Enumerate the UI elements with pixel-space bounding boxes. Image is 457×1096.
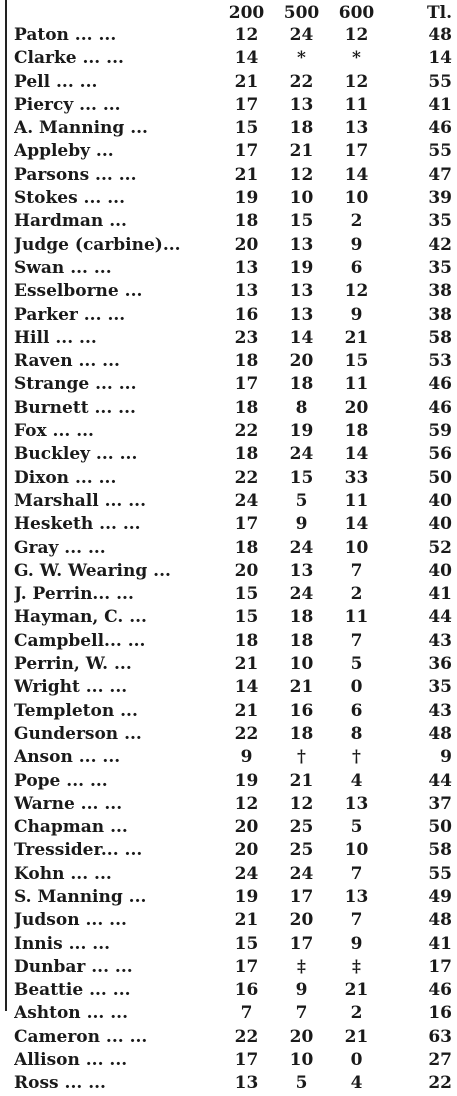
score-500: 5: [295, 490, 308, 511]
score-total: 41: [428, 94, 452, 115]
score-500: 18: [289, 723, 314, 744]
table-row: [14, 863, 454, 886]
score-200: 17: [234, 1050, 259, 1071]
score-600: 4: [350, 1073, 363, 1094]
score-500: 24: [289, 584, 314, 605]
score-500: 21: [289, 677, 314, 698]
table-row: [14, 397, 454, 420]
score-200: 14: [234, 48, 259, 69]
header-name: [14, 2, 219, 24]
score-200: 12: [234, 25, 259, 45]
competitor-name: Wright ... ...: [14, 677, 128, 698]
competitor-name: Marshall ... ...: [14, 490, 146, 511]
table-row: [14, 117, 454, 140]
score-600: 5: [350, 817, 363, 838]
competitor-name: G. W. Wearing ...: [14, 560, 171, 581]
score-500: 12: [289, 164, 314, 185]
score-500: 22: [289, 71, 314, 92]
table-row: [14, 140, 454, 163]
competitor-name: Raven ... ...: [14, 351, 120, 372]
score-total: 9: [440, 747, 452, 768]
score-200: 9: [240, 747, 253, 768]
competitor-name: A. Manning ...: [14, 118, 148, 139]
table-row: [14, 770, 454, 793]
score-200: 15: [234, 584, 259, 605]
score-200: 18: [234, 211, 259, 232]
score-600: 13: [344, 118, 369, 139]
score-600: 11: [344, 490, 369, 511]
table-row: [14, 490, 454, 513]
table-row: [14, 304, 454, 327]
competitor-name: Chapman ...: [14, 817, 128, 838]
score-600: †: [352, 747, 361, 768]
score-total: 58: [428, 327, 452, 348]
score-500: 21: [289, 141, 314, 162]
score-200: 15: [234, 933, 259, 954]
competitor-name: Parker ... ...: [14, 304, 126, 325]
table-row: [14, 560, 454, 583]
score-500: 15: [289, 467, 314, 488]
score-600: 33: [344, 467, 369, 488]
score-600: 21: [344, 327, 369, 348]
competitor-name: Judson ... ...: [14, 910, 127, 931]
score-600: 7: [350, 863, 363, 884]
table-row: [14, 350, 454, 373]
score-200: 13: [234, 1073, 259, 1094]
competitor-name: Piercy ... ...: [14, 94, 121, 115]
header-600: 600: [338, 3, 375, 23]
score-600: 9: [350, 234, 363, 255]
score-total: 46: [428, 397, 452, 418]
table-row: [14, 373, 454, 396]
score-500: 18: [289, 607, 314, 628]
score-600: 2: [350, 584, 363, 605]
table-row: [14, 653, 454, 676]
score-total: 44: [428, 607, 452, 628]
score-200: 24: [234, 863, 259, 884]
score-total: 48: [428, 723, 452, 744]
score-total: 50: [428, 467, 452, 488]
table-row: [14, 746, 454, 769]
table-row: [14, 1026, 454, 1049]
competitor-name: Gray ... ...: [14, 537, 106, 558]
score-total: 59: [428, 421, 452, 442]
table-row: [14, 1049, 454, 1072]
competitor-name: Burnett ... ...: [14, 397, 136, 418]
score-500: 9: [295, 980, 308, 1001]
score-500: 24: [289, 444, 314, 465]
score-total: 43: [428, 630, 452, 651]
table-row: [14, 257, 454, 280]
score-200: 14: [234, 677, 259, 698]
table-row: [14, 443, 454, 466]
competitor-name: Hill ... ...: [14, 327, 97, 348]
score-total: 27: [428, 1050, 452, 1071]
score-200: 16: [234, 980, 259, 1001]
score-500: 8: [295, 397, 308, 418]
table-row: [14, 1002, 454, 1025]
score-total: 48: [428, 910, 452, 931]
table-row: [14, 94, 454, 117]
score-200: 13: [234, 257, 259, 278]
score-total: 53: [428, 351, 452, 372]
score-200: 17: [234, 956, 259, 977]
score-600: 13: [344, 793, 369, 814]
score-500: 19: [289, 421, 314, 442]
score-600: 21: [344, 980, 369, 1001]
score-500: *: [297, 48, 306, 69]
score-200: 17: [234, 141, 259, 162]
score-500: 18: [289, 118, 314, 139]
score-200: 17: [234, 374, 259, 395]
score-600: 21: [344, 1026, 369, 1047]
score-total: 41: [428, 584, 452, 605]
scores-table-header: [14, 2, 454, 24]
score-600: 2: [350, 211, 363, 232]
competitor-name: Templeton ...: [14, 700, 138, 721]
score-600: 7: [350, 910, 363, 931]
table-row: [14, 187, 454, 210]
table-row: [14, 979, 454, 1002]
table-row: [14, 537, 454, 560]
table-row: [14, 933, 454, 956]
score-600: 15: [344, 351, 369, 372]
competitor-name: Hesketh ... ...: [14, 514, 141, 535]
score-600: 14: [344, 444, 369, 465]
score-total: 52: [428, 537, 452, 558]
score-200: 17: [234, 514, 259, 535]
score-500: 15: [289, 211, 314, 232]
competitor-name: Parsons ... ...: [14, 164, 137, 185]
table-row: [14, 24, 454, 47]
score-total: 17: [428, 956, 452, 977]
header-500: 500: [283, 3, 320, 23]
score-600: 6: [350, 700, 363, 721]
competitor-name: Ashton ... ...: [14, 1003, 129, 1024]
score-600: 2: [350, 1003, 363, 1024]
score-200: 19: [234, 188, 259, 209]
table-row: [14, 700, 454, 723]
score-600: 8: [350, 723, 363, 744]
score-500: 13: [289, 560, 314, 581]
score-200: 23: [234, 327, 259, 348]
score-600: 9: [350, 933, 363, 954]
table-row: [14, 909, 454, 932]
score-600: 0: [350, 1050, 363, 1071]
score-total: 55: [428, 71, 452, 92]
score-500: 10: [289, 188, 314, 209]
score-200: 21: [234, 700, 259, 721]
score-total: 46: [428, 118, 452, 139]
table-row: [14, 793, 454, 816]
table-row: [14, 886, 454, 909]
score-total: 63: [428, 1026, 452, 1047]
score-500: 17: [289, 886, 314, 907]
score-600: 13: [344, 886, 369, 907]
score-total: 40: [428, 490, 452, 511]
score-500: 16: [289, 700, 314, 721]
competitor-name: Fox ... ...: [14, 421, 94, 442]
score-200: 19: [234, 886, 259, 907]
score-500: 19: [289, 257, 314, 278]
score-total: 40: [428, 514, 452, 535]
score-600: 12: [344, 281, 369, 302]
score-600: 10: [344, 840, 369, 861]
score-200: 20: [234, 840, 259, 861]
score-600: 11: [344, 607, 369, 628]
score-600: 18: [344, 421, 369, 442]
table-row: [14, 723, 454, 746]
score-200: 21: [234, 164, 259, 185]
score-600: 7: [350, 630, 363, 651]
score-200: 22: [234, 1026, 259, 1047]
score-total: 47: [428, 164, 452, 185]
score-200: 22: [234, 421, 259, 442]
score-600: 14: [344, 164, 369, 185]
competitor-name: Pope ... ...: [14, 770, 108, 791]
score-200: 16: [234, 304, 259, 325]
competitor-name: Allison ... ...: [14, 1050, 128, 1071]
competitor-name: Swan ... ...: [14, 257, 112, 278]
competitor-name: Ross ... ...: [14, 1073, 106, 1094]
scores-table: [14, 2, 454, 1096]
score-total: 46: [428, 374, 452, 395]
table-row: [14, 583, 454, 606]
table-row: [14, 47, 454, 70]
score-500: 13: [289, 281, 314, 302]
score-500: 10: [289, 654, 314, 675]
score-total: 43: [428, 700, 452, 721]
score-total: 55: [428, 141, 452, 162]
competitor-name: Cameron ... ...: [14, 1026, 148, 1047]
score-500: 5: [295, 1073, 308, 1094]
score-200: 21: [234, 71, 259, 92]
score-500: 7: [295, 1003, 308, 1024]
competitor-name: Esselborne ...: [14, 281, 143, 302]
score-200: 21: [234, 910, 259, 931]
score-200: 18: [234, 444, 259, 465]
score-500: †: [297, 747, 306, 768]
score-200: 20: [234, 817, 259, 838]
score-total: 38: [428, 304, 452, 325]
table-row: [14, 676, 454, 699]
competitor-name: Beattie ... ...: [14, 980, 131, 1001]
table-row: [14, 1072, 454, 1095]
score-total: 58: [428, 840, 452, 861]
score-200: 18: [234, 351, 259, 372]
score-200: 12: [234, 793, 259, 814]
score-600: 10: [344, 188, 369, 209]
competitor-name: Campbell... ...: [14, 630, 146, 651]
score-500: 9: [295, 514, 308, 535]
score-total: 14: [428, 48, 452, 69]
score-total: 56: [428, 444, 452, 465]
competitor-name: Innis ... ...: [14, 933, 111, 954]
header-200: 200: [228, 3, 265, 23]
score-total: 41: [428, 933, 452, 954]
score-total: 42: [428, 234, 452, 255]
left-margin-rule: [5, 0, 7, 1011]
score-total: 48: [428, 25, 452, 45]
score-200: 18: [234, 630, 259, 651]
competitor-name: Strange ... ...: [14, 374, 137, 395]
score-500: 25: [289, 840, 314, 861]
score-200: 15: [234, 607, 259, 628]
score-600: 11: [344, 374, 369, 395]
score-total: 22: [428, 1073, 452, 1094]
score-500: 24: [289, 863, 314, 884]
header-total: Tl.: [426, 3, 452, 23]
competitor-name: Tressider... ...: [14, 840, 143, 861]
score-total: 55: [428, 863, 452, 884]
score-500: 13: [289, 234, 314, 255]
score-600: 10: [344, 537, 369, 558]
score-200: 7: [240, 1003, 253, 1024]
competitor-name: Paton ... ...: [14, 25, 117, 45]
score-600: 14: [344, 514, 369, 535]
table-row: [14, 630, 454, 653]
score-500: 24: [289, 25, 314, 45]
score-total: 49: [428, 886, 452, 907]
score-total: 40: [428, 560, 452, 581]
score-total: 35: [428, 211, 452, 232]
score-200: 22: [234, 467, 259, 488]
score-600: 12: [344, 71, 369, 92]
table-row: [14, 71, 454, 94]
score-200: 18: [234, 397, 259, 418]
competitor-name: Stokes ... ...: [14, 188, 125, 209]
competitor-name: Dunbar ... ...: [14, 956, 133, 977]
competitor-name: Pell ... ...: [14, 71, 98, 92]
score-500: 24: [289, 537, 314, 558]
competitor-name: Judge (carbine)...: [14, 234, 181, 255]
score-200: 15: [234, 118, 259, 139]
competitor-name: Perrin, W. ...: [14, 654, 132, 675]
score-total: 16: [428, 1003, 452, 1024]
table-row: [14, 839, 454, 862]
competitor-name: Clarke ... ...: [14, 48, 124, 69]
table-row: [14, 280, 454, 303]
score-total: 46: [428, 980, 452, 1001]
score-600: 20: [344, 397, 369, 418]
score-500: 20: [289, 351, 314, 372]
score-600: ‡: [352, 956, 361, 977]
score-200: 13: [234, 281, 259, 302]
score-500: 10: [289, 1050, 314, 1071]
score-500: ‡: [297, 956, 306, 977]
score-200: 20: [234, 234, 259, 255]
score-total: 44: [428, 770, 452, 791]
score-500: 18: [289, 374, 314, 395]
score-total: 37: [428, 793, 452, 814]
score-600: 6: [350, 257, 363, 278]
score-600: 7: [350, 560, 363, 581]
table-row: [14, 234, 454, 257]
score-500: 21: [289, 770, 314, 791]
score-200: 18: [234, 537, 259, 558]
score-600: 11: [344, 94, 369, 115]
table-row: [14, 956, 454, 979]
score-500: 20: [289, 910, 314, 931]
competitor-name: Hardman ...: [14, 211, 127, 232]
competitor-name: Anson ... ...: [14, 747, 121, 768]
score-500: 12: [289, 793, 314, 814]
score-500: 14: [289, 327, 314, 348]
score-500: 13: [289, 94, 314, 115]
score-200: 22: [234, 723, 259, 744]
table-row: [14, 210, 454, 233]
score-total: 50: [428, 817, 452, 838]
score-600: 9: [350, 304, 363, 325]
score-total: 36: [428, 654, 452, 675]
score-600: *: [352, 48, 361, 69]
competitor-name: Warne ... ...: [14, 793, 123, 814]
score-500: 17: [289, 933, 314, 954]
score-200: 19: [234, 770, 259, 791]
score-500: 13: [289, 304, 314, 325]
table-row: [14, 327, 454, 350]
score-total: 35: [428, 257, 452, 278]
competitor-name: J. Perrin... ...: [14, 584, 134, 605]
score-200: 20: [234, 560, 259, 581]
score-500: 20: [289, 1026, 314, 1047]
competitor-name: S. Manning ...: [14, 886, 147, 907]
competitor-name: Hayman, C. ...: [14, 607, 147, 628]
competitor-name: Buckley ... ...: [14, 444, 138, 465]
competitor-name: Dixon ... ...: [14, 467, 117, 488]
score-500: 18: [289, 630, 314, 651]
table-row: [14, 467, 454, 490]
header-row: [14, 2, 454, 24]
score-600: 17: [344, 141, 369, 162]
score-200: 24: [234, 490, 259, 511]
table-row: [14, 513, 454, 536]
score-total: 39: [428, 188, 452, 209]
table-row: [14, 606, 454, 629]
competitor-name: Kohn ... ...: [14, 863, 112, 884]
score-total: 35: [428, 677, 452, 698]
score-600: 5: [350, 654, 363, 675]
competitor-name: Appleby ...: [14, 141, 114, 162]
score-total: 38: [428, 281, 452, 302]
table-row: [14, 420, 454, 443]
score-600: 0: [350, 677, 363, 698]
competitor-name: Gunderson ...: [14, 723, 142, 744]
score-500: 25: [289, 817, 314, 838]
table-row: [14, 816, 454, 839]
score-600: 12: [344, 25, 369, 45]
score-200: 17: [234, 94, 259, 115]
score-600: 4: [350, 770, 363, 791]
score-200: 21: [234, 654, 259, 675]
scores-table-body: [14, 24, 454, 1096]
table-row: [14, 164, 454, 187]
